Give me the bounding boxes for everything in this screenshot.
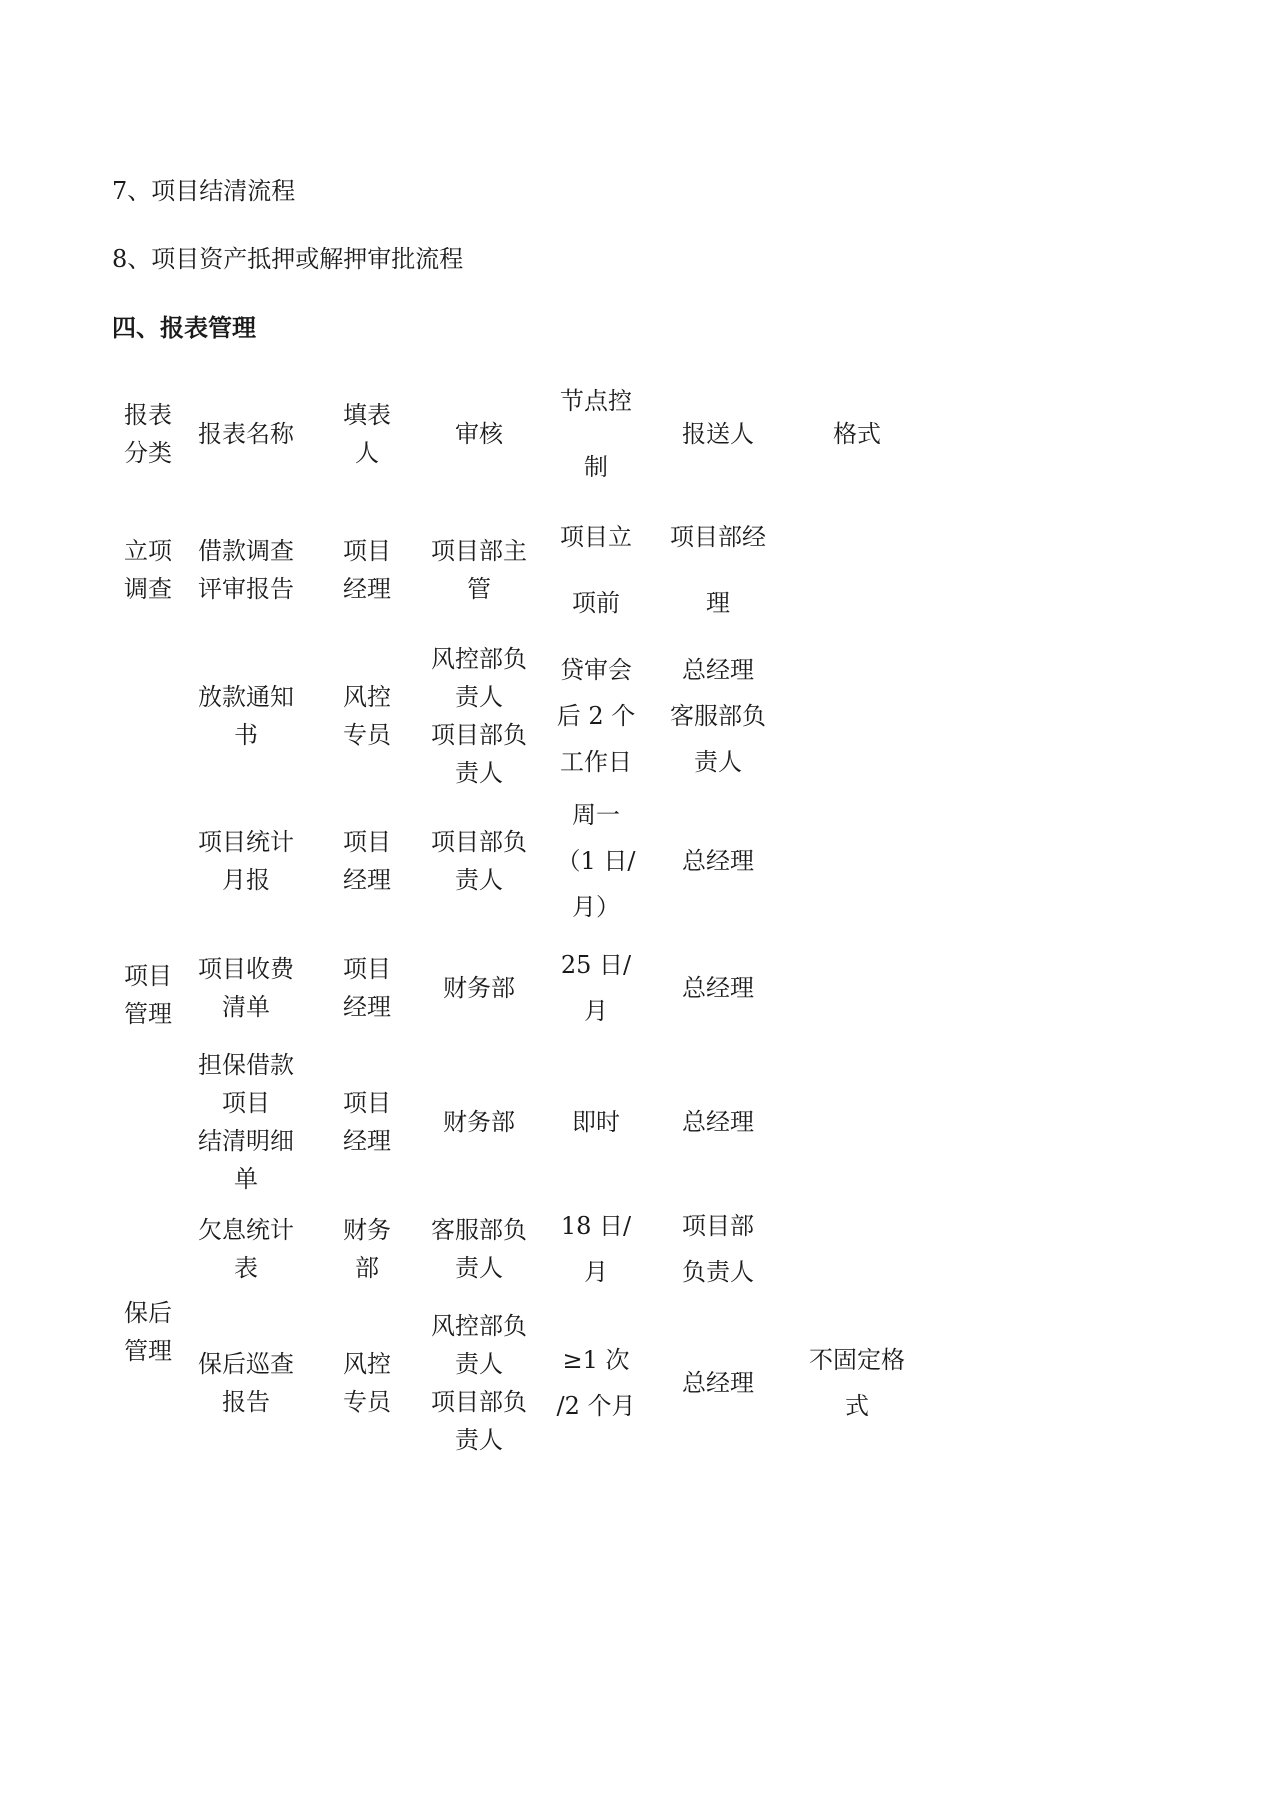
list-item-7: 7、项目结清流程 (112, 177, 296, 205)
cell-recipient: 总经理 (682, 1108, 754, 1136)
cell-category: 立项 调查 (124, 537, 172, 603)
header-recipient: 报送人 (682, 420, 754, 448)
cell-review: 财务部 (443, 1108, 515, 1136)
header-filler: 填表 人 (343, 401, 391, 467)
table-row (112, 1046, 938, 1198)
table-row (112, 792, 938, 930)
cell-node: ≥1 次 /2 个月 (556, 1346, 636, 1420)
cell-node: 18 日/ 月 (560, 1212, 632, 1286)
cell-node: 项目立 项前 (560, 523, 632, 617)
cell-filler: 项目 经理 (343, 828, 391, 894)
cell-format (776, 1046, 938, 1198)
cell-recipient: 总经理 客服部负 责人 (670, 656, 766, 776)
cell-node: 即时 (572, 1108, 620, 1136)
cell-format (776, 640, 938, 792)
cell-filler: 项目 经理 (343, 1089, 391, 1155)
report-management-table (112, 368, 938, 1466)
header-node: 节点控 制 (560, 387, 632, 481)
cell-review: 风控部负 责人 项目部负 责人 (431, 1312, 527, 1454)
table-header-row (112, 368, 938, 500)
header-category: 报表 分类 (124, 401, 172, 467)
header-format: 格式 (833, 420, 881, 448)
cell-review: 风控部负 责人 项目部负 责人 (431, 645, 527, 787)
table-row (112, 930, 938, 1046)
header-name: 报表名称 (198, 420, 294, 448)
cell-report-name: 借款调查 评审报告 (198, 537, 294, 603)
table-row (112, 1198, 938, 1300)
list-item-8: 8、项目资产抵押或解押审批流程 (112, 245, 464, 273)
cell-report-name: 放款通知 书 (198, 683, 294, 749)
cell-node: 周一 （1 日/ 月） (556, 801, 636, 921)
cell-recipient: 总经理 (682, 847, 754, 875)
cell-report-name: 保后巡查 报告 (198, 1350, 294, 1416)
cell-recipient: 总经理 (682, 974, 754, 1002)
table-row (112, 640, 938, 792)
cell-format: 不固定格 式 (809, 1346, 905, 1420)
cell-recipient: 总经理 (682, 1369, 754, 1397)
table-row (112, 1300, 938, 1466)
cell-recipient: 项目部 负责人 (682, 1212, 754, 1286)
cell-format (776, 792, 938, 930)
cell-format (776, 500, 938, 640)
cell-category: 项目 管理 (124, 962, 172, 1028)
cell-filler: 项目 经理 (343, 955, 391, 1021)
cell-recipient: 项目部经 理 (670, 523, 766, 617)
cell-node: 25 日/ 月 (560, 951, 632, 1025)
cell-filler: 财务 部 (343, 1216, 391, 1282)
cell-report-name: 欠息统计 表 (198, 1216, 294, 1282)
cell-review: 财务部 (443, 974, 515, 1002)
cell-format (776, 1198, 938, 1300)
cell-category-empty (112, 640, 184, 792)
cell-filler: 项目 经理 (343, 537, 391, 603)
cell-report-name: 担保借款 项目 结清明细 单 (198, 1051, 294, 1193)
table-row (112, 500, 938, 640)
cell-node: 贷审会 后 2 个 工作日 (556, 656, 636, 776)
cell-report-name: 项目统计 月报 (198, 828, 294, 894)
cell-review: 项目部主 管 (431, 537, 527, 603)
header-review: 审核 (455, 420, 503, 448)
cell-category: 保后 管理 (124, 1299, 172, 1365)
cell-filler: 风控 专员 (343, 1350, 391, 1416)
cell-report-name: 项目收费 清单 (198, 955, 294, 1021)
section-title: 四、报表管理 (112, 314, 256, 342)
cell-filler: 风控 专员 (343, 683, 391, 749)
cell-review: 项目部负 责人 (431, 828, 527, 894)
cell-format (776, 930, 938, 1046)
cell-review: 客服部负 责人 (431, 1216, 527, 1282)
